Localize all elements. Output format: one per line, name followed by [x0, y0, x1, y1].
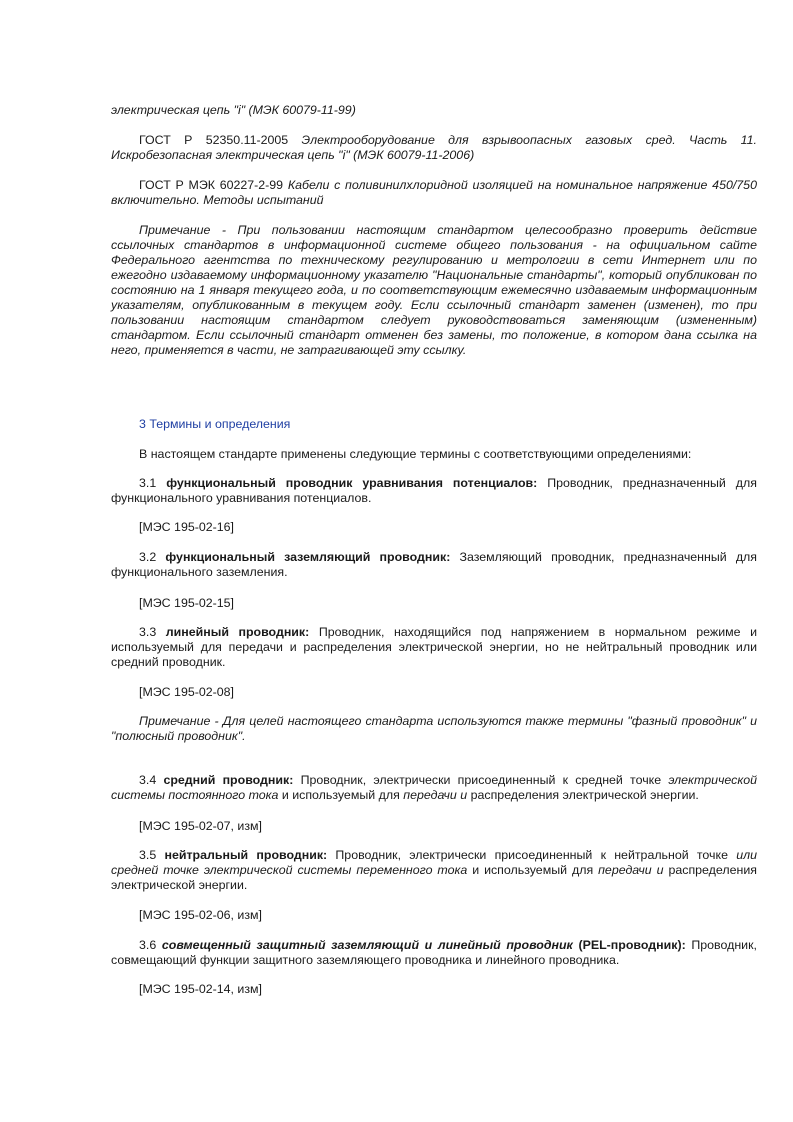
term-definition-part: и используемый для	[472, 863, 594, 877]
term-name: средний проводник:	[163, 773, 294, 787]
term-number: 3.1	[139, 476, 157, 490]
term-definition-part: Проводник, электрически присоединенный к средней точке	[300, 773, 662, 787]
term-note-text: Примечание - Для целей настоящего стандарта используются также термины "фазный проводник" и "полюсный проводник".	[111, 714, 757, 743]
term-source-ref: [МЭС 195-02-15]	[139, 596, 234, 610]
term-name: функциональный проводник уравнивания потенциалов:	[166, 476, 538, 490]
term-definition-part: распределения электрической энергии.	[111, 863, 757, 892]
term-source-ref: [МЭС 195-02-16]	[139, 520, 234, 534]
term-name: линейный проводник:	[165, 625, 310, 639]
references-note-text: Примечание - При пользовании настоящим стандартом целесообразно проверить действие ссылочных стандартов в информационной системе общего пользования - на официальном сайте Федерального агентства по техническому регулированию и метрологии в сети Интернет или по ежегодно издаваемому информационному указателю "Национальные стандарты", который опубликован по состоянию на 1 января текущего года, и по соответствующим ежемесячно издаваемым информационным указателям, опубликованным в текущем году. Если ссылочный стандарт заменен (изменен), то при пользовании настоящим стандартом следует руководствоваться заменяющим (измененным) стандартом. Если ссылочный стандарт отменен без замены, то положение, в котором дана ссылка на него, применяется в части, не затрагивающей эту ссылку.	[111, 223, 757, 357]
term-definition-part: и используемый для	[281, 788, 400, 802]
term-number: 3.4	[139, 773, 157, 787]
term-source-ref: [МЭС 195-02-07, изм]	[139, 819, 262, 833]
term-definition-italic: или средней точке электрической системы переменного тока	[111, 848, 757, 877]
section-intro	[111, 447, 757, 462]
term-number: 3.3	[139, 625, 157, 639]
section-intro-text: В настоящем стандарте применены следующие термины с соответствующими определениями:	[139, 447, 692, 461]
term-name: нейтральный проводник:	[164, 848, 328, 862]
term-entry-3-6	[111, 938, 757, 968]
term-number: 3.5	[139, 848, 157, 862]
term-number: 3.2	[139, 550, 157, 564]
term-name: совмещенный защитный заземляющий и линейный проводник	[161, 938, 573, 952]
reference-code: ГОСТ Р МЭК 60227-2-99	[139, 178, 284, 192]
section-heading	[111, 417, 757, 432]
term-entry-3-2	[111, 550, 757, 580]
term-entry-3-3	[111, 625, 757, 670]
term-definition-part: распределения электрической энергии.	[470, 788, 699, 802]
term-definition-italic: электрической системы постоянного тока	[111, 773, 757, 802]
term-entry-3-1	[111, 476, 757, 506]
term-number: 3.6	[139, 938, 157, 952]
reference-code: ГОСТ Р 52350.11-2005	[139, 133, 289, 147]
term-definition-part: Проводник, электрически присоединенный к нейтральной точке	[335, 848, 728, 862]
term-definition: Заземляющий проводник, предназначенный для функционального заземления.	[111, 550, 757, 579]
term-abbreviation: (PEL-проводник):	[578, 938, 686, 952]
term-definition: Проводник, предназначенный для функционального уравнивания потенциалов.	[111, 476, 757, 505]
term-source-ref: [МЭС 195-02-08]	[139, 685, 234, 699]
term-entry-3-5	[111, 848, 757, 893]
term-definition-italic: передачи и	[403, 788, 468, 802]
term-entry-3-4	[111, 773, 757, 803]
term-source-ref: [МЭС 195-02-06, изм]	[139, 908, 262, 922]
reference-gost-52350	[111, 133, 757, 163]
term-source-ref: [МЭС 195-02-14, изм]	[139, 982, 262, 996]
section-heading-text: 3 Термины и определения	[139, 417, 291, 431]
reference-title: Кабели с поливинилхлоридной изоляцией на номинальное напряжение 450/750 включительно. Методы испытаний	[111, 178, 757, 207]
term-definition-italic: передачи и	[598, 863, 664, 877]
reference-gost-60227	[111, 178, 757, 208]
continued-reference-text: электрическая цепь "i" (МЭК 60079-11-99)	[111, 103, 356, 117]
references-note	[111, 223, 757, 358]
term-definition: Проводник, совмещающий функции защитного заземляющего проводника и линейного проводника.	[111, 938, 757, 967]
term-note	[111, 714, 757, 744]
reference-title: Электрооборудование для взрывоопасных газовых сред. Часть 11. Искробезопасная электрическая цепь "i" (МЭК 60079-11-2006)	[111, 133, 757, 162]
term-name: функциональный заземляющий проводник:	[165, 550, 451, 564]
continued-reference-line	[111, 103, 757, 118]
term-definition: Проводник, находящийся под напряжением в нормальном режиме и используемый для передачи и распределения электрической энергии, но не нейтральный проводник или средний проводник.	[111, 625, 757, 669]
